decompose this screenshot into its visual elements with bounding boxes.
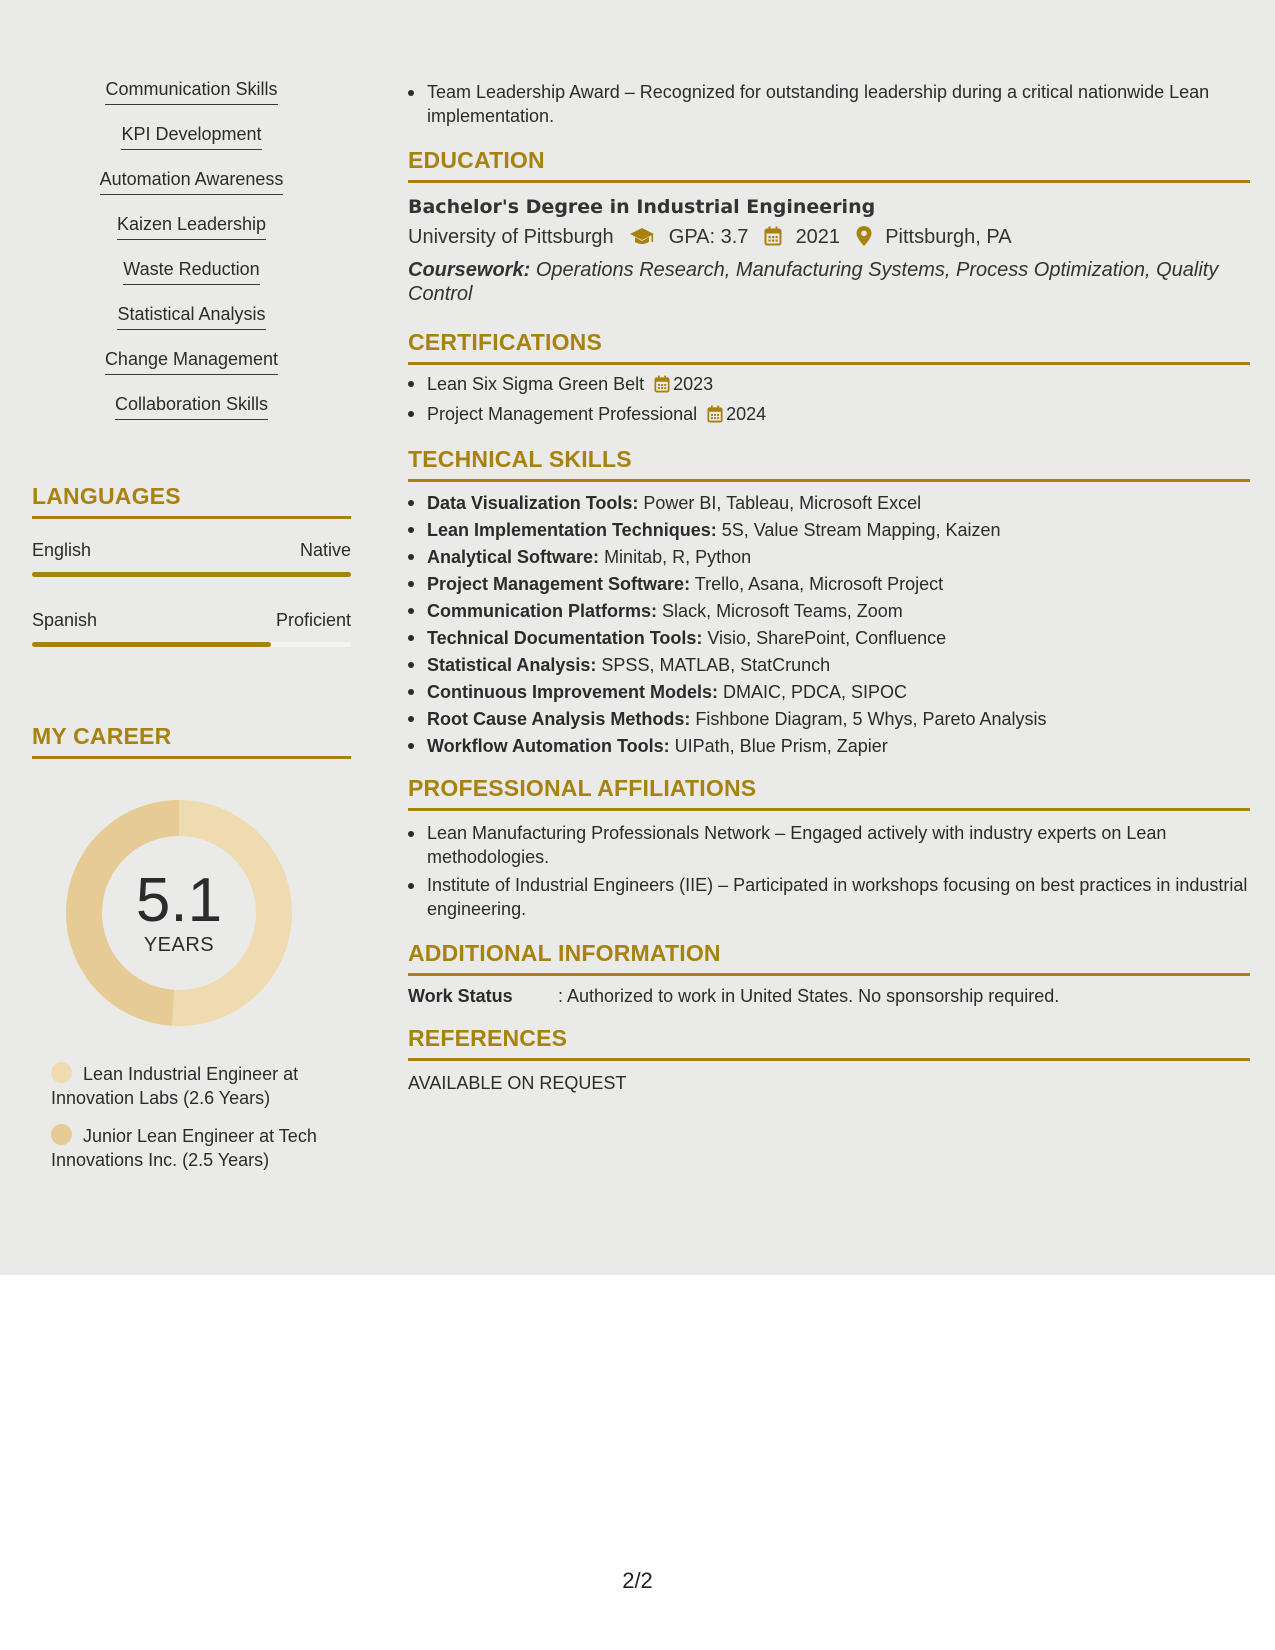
technical-skill-value: SPSS, MATLAB, StatCrunch — [601, 655, 831, 675]
technical-skill-item — [408, 571, 1250, 598]
skill-item — [32, 78, 351, 123]
skill-label: Waste Reduction — [123, 258, 259, 285]
affiliations-heading: PROFESSIONAL AFFILIATIONS — [408, 774, 1250, 811]
skill-item — [32, 213, 351, 258]
technical-skill-label: Data Visualization Tools: — [427, 493, 639, 513]
skill-item — [32, 348, 351, 393]
skill-label: Communication Skills — [105, 78, 277, 105]
skill-label: Change Management — [105, 348, 278, 375]
left-column — [32, 78, 351, 438]
calendar-icon — [707, 404, 723, 431]
legend-dot-icon — [51, 1062, 72, 1083]
references-text: AVAILABLE ON REQUEST — [408, 1073, 627, 1093]
certification-name: Project Management Professional — [427, 404, 698, 424]
technical-skill-value: 5S, Value Stream Mapping, Kaizen — [721, 520, 1001, 540]
technical-skill-value: UIPath, Blue Prism, Zapier — [674, 736, 888, 756]
additional-info-heading: ADDITIONAL INFORMATION — [408, 939, 1250, 976]
technical-skill-item — [408, 517, 1250, 544]
skills-list — [32, 78, 351, 438]
language-name: English — [32, 540, 92, 560]
career-legend-item — [51, 1124, 351, 1172]
certifications-heading: CERTIFICATIONS — [408, 328, 1250, 365]
technical-skill-item — [408, 544, 1250, 571]
skill-item — [32, 168, 351, 213]
technical-skill-item — [408, 652, 1250, 679]
skill-item — [32, 393, 351, 438]
education-heading: EDUCATION — [408, 146, 1250, 183]
technical-skill-item — [408, 598, 1250, 625]
language-level: Native — [299, 540, 351, 560]
affiliation-item: Lean Manufacturing Professionals Network – Engaged actively with industry experts on Lean methodologies. — [408, 821, 1250, 869]
technical-skill-value: Minitab, R, Python — [604, 547, 752, 567]
skill-label: Kaizen Leadership — [117, 213, 266, 240]
technical-skills-section — [408, 445, 1250, 760]
references-heading: REFERENCES — [408, 1024, 1250, 1061]
language-bar — [32, 572, 351, 577]
language-name: Spanish — [32, 610, 98, 630]
skill-item — [32, 303, 351, 348]
technical-skill-label: Statistical Analysis: — [427, 655, 597, 675]
education-meta — [408, 223, 1250, 254]
technical-skill-item — [408, 733, 1250, 760]
technical-skill-label: Workflow Automation Tools: — [427, 736, 670, 756]
skill-label: Collaboration Skills — [115, 393, 268, 420]
technical-skill-label: Project Management Software: — [427, 574, 691, 594]
technical-skill-item — [408, 706, 1250, 733]
affiliations-section — [408, 774, 1250, 921]
technical-skill-value: Fishbone Diagram, 5 Whys, Pareto Analysis — [695, 709, 1047, 729]
certification-year: 2024 — [726, 404, 767, 424]
education-gpa: GPA: 3.7 — [668, 226, 749, 248]
calendar-icon — [654, 374, 670, 401]
work-status-row — [408, 984, 1250, 1008]
technical-skill-value: Visio, SharePoint, Confluence — [707, 628, 947, 648]
affiliation-item: Institute of Industrial Engineers (IIE) – Participated in workshops focusing on best practices in industrial engineering. — [408, 873, 1250, 921]
technical-skill-label: Continuous Improvement Models: — [427, 682, 719, 702]
technical-skill-label: Root Cause Analysis Methods: — [427, 709, 691, 729]
language-bar — [32, 642, 351, 647]
education-year: 2021 — [795, 226, 841, 248]
page-number: 2/2 — [622, 1568, 653, 1593]
additional-info-section — [408, 939, 1250, 1008]
technical-skills-list — [408, 490, 1250, 760]
education-school: University of Pittsburgh — [408, 226, 614, 248]
language-level: Proficient — [275, 610, 351, 630]
technical-skill-label: Communication Platforms: — [427, 601, 658, 621]
right-column — [408, 80, 1250, 1095]
career-role-label: Lean Industrial Engineer at Innovation Labs (2.6 Years) — [51, 1064, 299, 1108]
references-section — [408, 1024, 1250, 1095]
technical-skill-label: Analytical Software: — [427, 547, 600, 567]
coursework-value: Operations Research, Manufacturing Systems, Process Optimization, Quality Control — [408, 259, 1219, 305]
work-status-value: : Authorized to work in United States. No sponsorship required. — [558, 986, 1060, 1006]
certification-item — [408, 401, 1250, 431]
education-location: Pittsburgh, PA — [885, 226, 1012, 248]
certification-name: Lean Six Sigma Green Belt — [427, 374, 645, 394]
graduation-cap-icon — [629, 226, 655, 254]
technical-skill-item — [408, 490, 1250, 517]
technical-skill-value: Trello, Asana, Microsoft Project — [694, 574, 944, 594]
coursework-label: Coursework: — [408, 259, 531, 281]
certifications-list — [408, 371, 1250, 431]
technical-skill-item — [408, 679, 1250, 706]
career-legend-item — [51, 1062, 351, 1110]
awards-list — [408, 80, 1250, 128]
technical-skill-value: DMAIC, PDCA, SIPOC — [723, 682, 908, 702]
skill-label: Automation Awareness — [100, 168, 284, 195]
skill-label: Statistical Analysis — [117, 303, 265, 330]
skill-label: KPI Development — [121, 123, 261, 150]
education-section — [408, 146, 1250, 306]
career-legend — [51, 1062, 351, 1186]
calendar-icon — [764, 226, 782, 254]
award-item: Team Leadership Award – Recognized for outstanding leadership during a critical nationwide Lean implementation. — [408, 80, 1250, 128]
affiliations-list — [408, 821, 1250, 921]
skill-item — [32, 123, 351, 168]
career-role-label: Junior Lean Engineer at Tech Innovations Inc. (2.5 Years) — [51, 1126, 317, 1170]
language-bar-fill — [32, 642, 271, 647]
education-coursework — [408, 258, 1250, 306]
technical-skill-label: Lean Implementation Techniques: — [427, 520, 717, 540]
work-status-label: Work Status — [408, 986, 513, 1006]
certification-item — [408, 371, 1250, 401]
career-total-unit: YEARS — [143, 934, 215, 956]
career-heading: MY CAREER — [32, 722, 351, 759]
language-bar-fill — [32, 572, 351, 577]
education-degree: Bachelor's Degree in Industrial Engineering — [408, 196, 876, 218]
skill-item — [32, 258, 351, 303]
technical-skill-value: Power BI, Tableau, Microsoft Excel — [643, 493, 922, 513]
career-total-years: 5.1 — [135, 866, 223, 935]
technical-skill-item — [408, 625, 1250, 652]
certifications-section — [408, 328, 1250, 431]
legend-dot-icon — [51, 1124, 72, 1145]
location-pin-icon — [856, 226, 872, 254]
technical-skill-value: Slack, Microsoft Teams, Zoom — [662, 601, 903, 621]
languages-heading: LANGUAGES — [32, 482, 351, 519]
technical-skill-label: Technical Documentation Tools: — [427, 628, 703, 648]
certification-year: 2023 — [673, 374, 714, 394]
technical-skills-heading: TECHNICAL SKILLS — [408, 445, 1250, 482]
